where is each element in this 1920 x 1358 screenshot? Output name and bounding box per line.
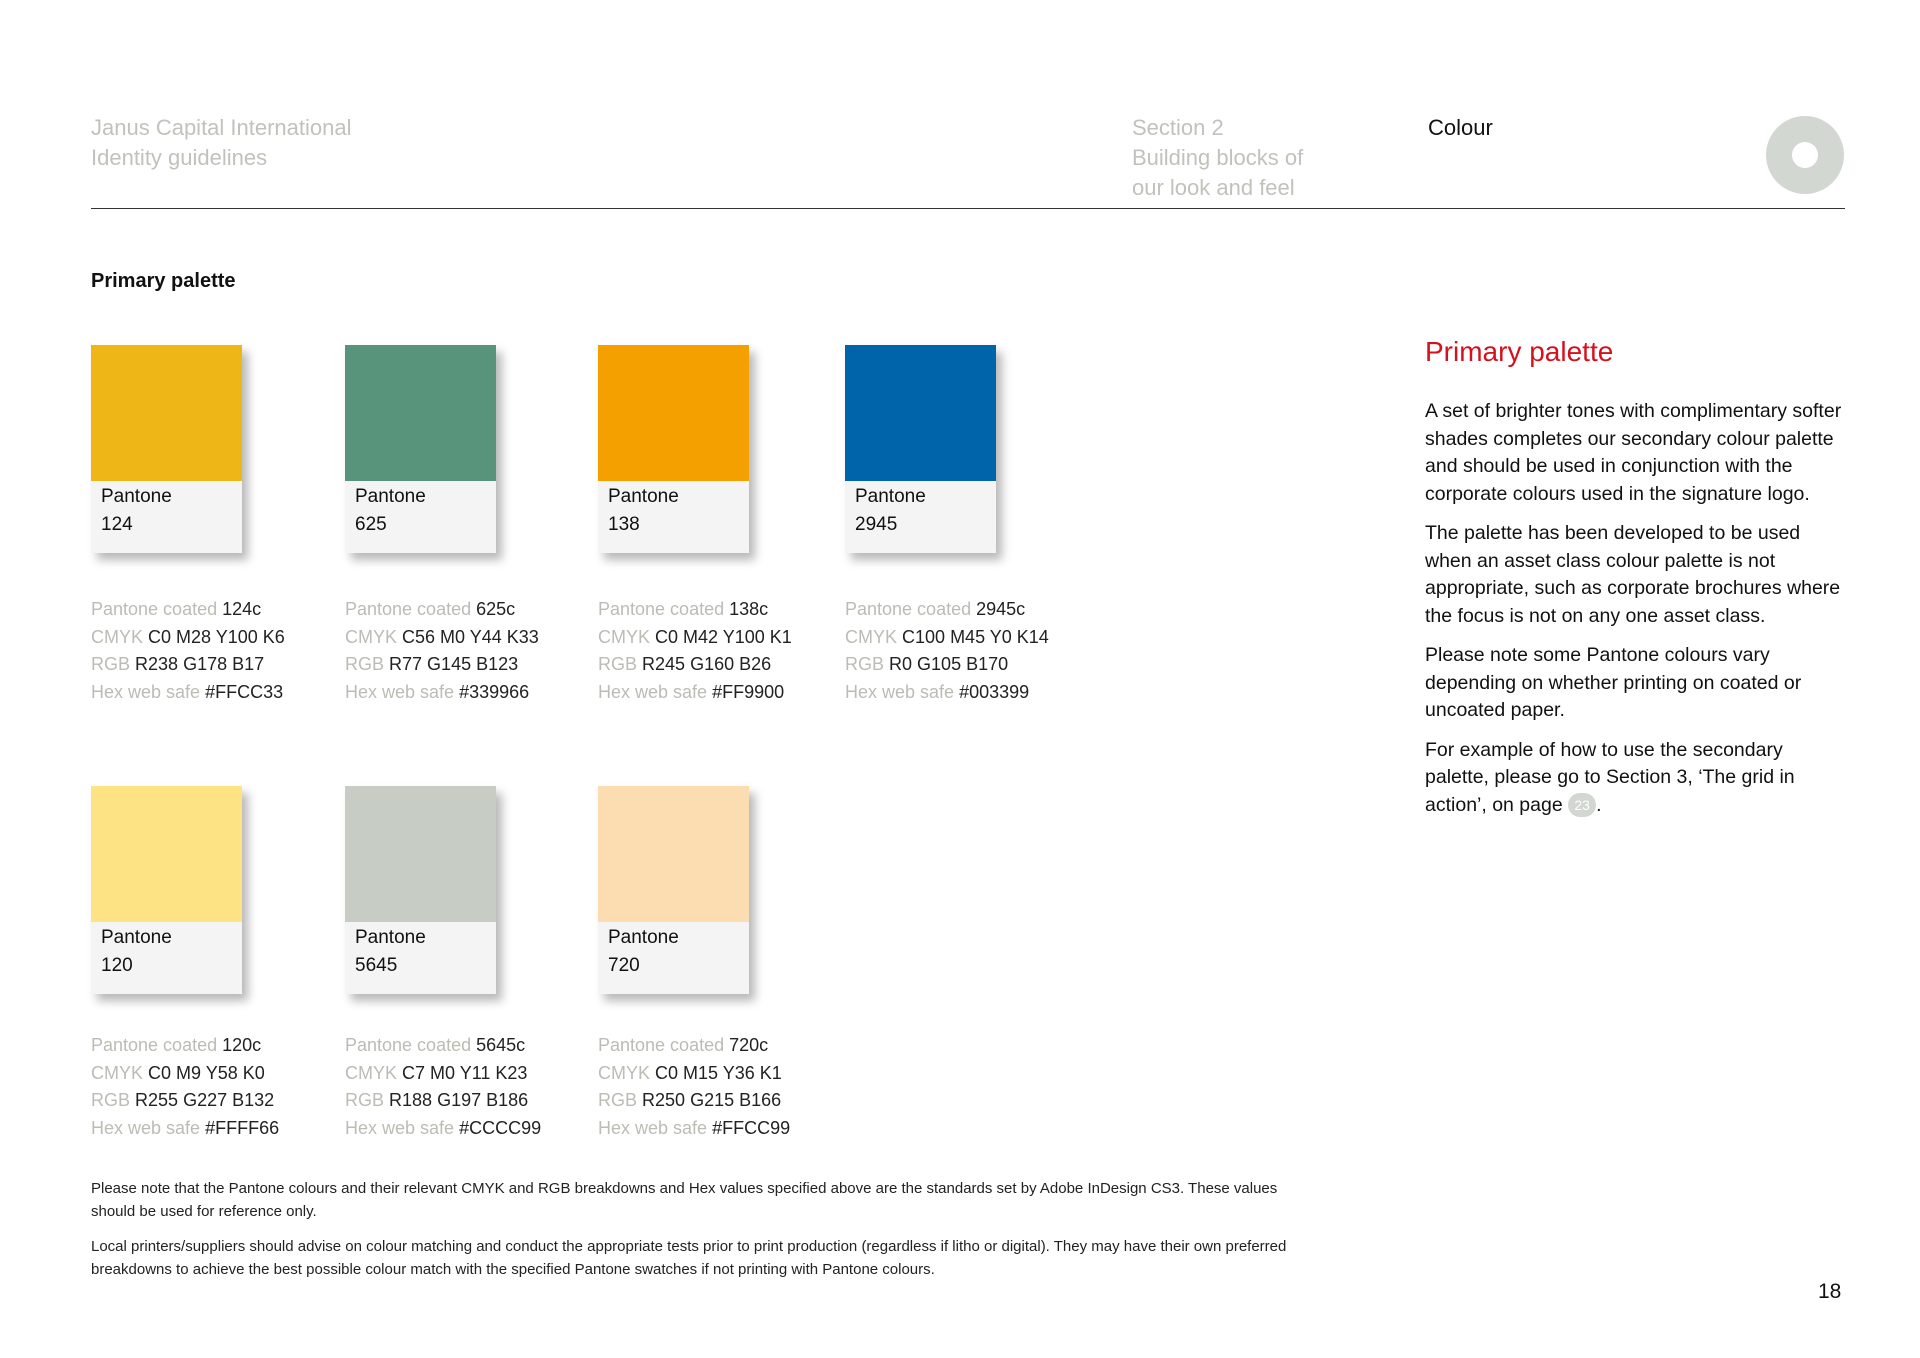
swatch-specs-124: Pantone coated 124c CMYK C0 M28 Y100 K6 RGB R238 G178 B17 Hex web safe #FFCC33 xyxy=(91,599,285,702)
sidebar-paragraph: A set of brighter tones with complimentary softer shades completes our secondary colour palette and should be used in conjunction with the corporate colours used in the signature logo. xyxy=(1425,400,1842,505)
swatch-pantone-120 xyxy=(91,786,242,994)
footnote: Local printers/suppliers should advise on colour matching and conduct the appropriate tests prior to print production (regardless if litho or digital). They may have their own preferred breakdowns to achieve the best possible colour match with the specified Pantone swatches if not printing with Pantone colours. xyxy=(91,1238,1287,1278)
swatch-pantone-138 xyxy=(598,345,749,553)
swatch-label: Pantone 5645 xyxy=(355,927,426,976)
swatch-specs-120: Pantone coated 120c CMYK C0 M9 Y58 K0 RGB R255 G227 B132 Hex web safe #FFFF66 xyxy=(91,1035,280,1138)
swatch-pantone-2945 xyxy=(845,345,996,553)
swatch-label: Pantone 625 xyxy=(355,486,426,535)
section-title-line2: our look and feel xyxy=(1132,175,1295,200)
swatch-pantone-625 xyxy=(345,345,496,553)
topic-title: Colour xyxy=(1428,115,1493,140)
swatch-label: Pantone 720 xyxy=(608,927,679,976)
swatch-specs-625: Pantone coated 625c CMYK C56 M0 Y44 K33 RGB R77 G145 B123 Hex web safe #339966 xyxy=(345,599,539,702)
sidebar-paragraph: The palette has been developed to be used when an asset class colour palette is not appropriate, such as corporate brochures where the focus is not on any one asset class. xyxy=(1425,522,1841,627)
doc-subtitle: Identity guidelines xyxy=(91,145,268,170)
document-title xyxy=(91,113,352,173)
org-name: Janus Capital International xyxy=(91,115,352,140)
swatch-specs-2945: Pantone coated 2945c CMYK C100 M45 Y0 K14 RGB R0 G105 B170 Hex web safe #003399 xyxy=(845,599,1049,702)
swatch-specs-720: Pantone coated 720c CMYK C0 M15 Y36 K1 RGB R250 G215 B166 Hex web safe #FFCC99 xyxy=(598,1035,791,1138)
footnote: Please note that the Pantone colours and their relevant CMYK and RGB breakdowns and Hex values specified above are the standards set by Adobe InDesign CS3. These values should be used for reference only. xyxy=(91,1180,1278,1220)
logo-dot xyxy=(1792,142,1818,168)
circle-ring-logo-icon xyxy=(1766,116,1844,194)
page-number: 18 xyxy=(1818,1280,1842,1303)
swatch-specs-5645: Pantone coated 5645c CMYK C7 M0 Y11 K23 RGB R188 G197 B186 Hex web safe #CCCC99 xyxy=(345,1035,542,1138)
swatch-pantone-124 xyxy=(91,345,242,553)
page-reference-link[interactable]: 23 xyxy=(1568,793,1596,817)
header-divider xyxy=(91,208,1845,209)
footnotes xyxy=(91,1177,1291,1293)
swatch-color xyxy=(598,345,749,481)
section-label xyxy=(1132,113,1303,203)
swatch-label: Pantone 138 xyxy=(608,486,679,535)
sidebar-body xyxy=(1425,398,1845,831)
swatch-color xyxy=(345,786,496,922)
section-number: Section 2 xyxy=(1132,115,1224,140)
sidebar-title: Primary palette xyxy=(1425,336,1614,367)
swatch-pantone-5645 xyxy=(345,786,496,994)
swatch-pantone-720 xyxy=(598,786,749,994)
section-title-line1: Building blocks of xyxy=(1132,145,1304,170)
swatch-color xyxy=(91,786,242,922)
swatch-label: Pantone 2945 xyxy=(855,486,926,535)
sidebar-paragraph: Please note some Pantone colours vary depending on whether printing on coated or uncoated paper. xyxy=(1425,644,1802,721)
swatch-specs-138: Pantone coated 138c CMYK C0 M42 Y100 K1 RGB R245 G160 B26 Hex web safe #FF9900 xyxy=(598,599,792,702)
swatch-color xyxy=(345,345,496,481)
swatch-color xyxy=(91,345,242,481)
swatch-color xyxy=(845,345,996,481)
swatch-label: Pantone 124 xyxy=(101,486,172,535)
sidebar-paragraph: For example of how to use the secondary palette, please go to Section 3, ‘The grid in action’, on page 23 . xyxy=(1425,738,1795,816)
swatch-label: Pantone 120 xyxy=(101,927,172,976)
swatch-color xyxy=(598,786,749,922)
primary-palette-heading: Primary palette xyxy=(91,270,236,292)
